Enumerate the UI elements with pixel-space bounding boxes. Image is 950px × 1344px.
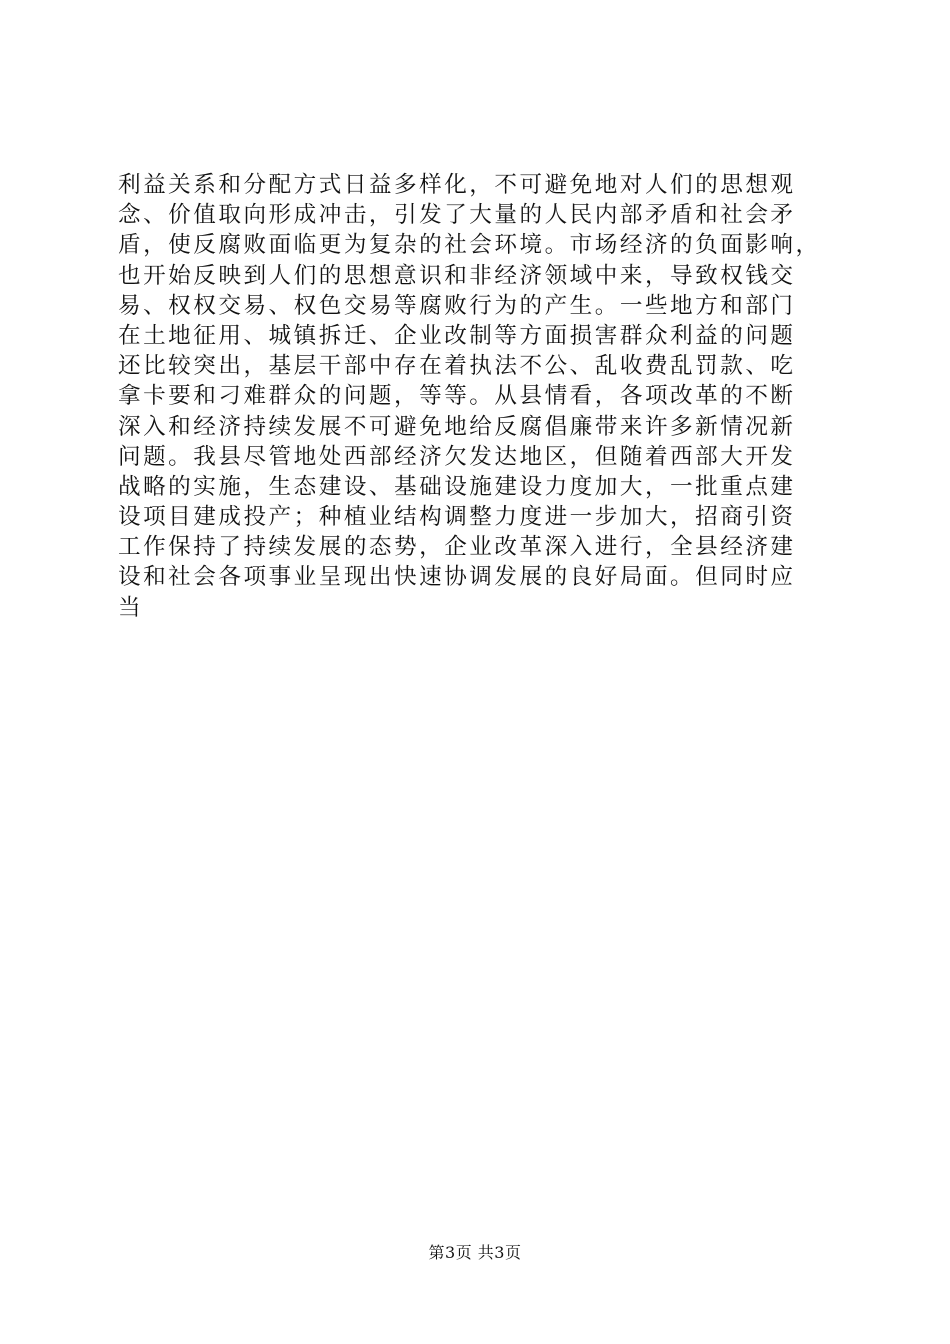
paragraph-line: 问题。我县尽管地处西部经济欠发达地区，但随着西部大开发 (118, 443, 796, 470)
paragraph-line: 深入和经济持续发展不可避免地给反腐倡廉带来许多新情况新 (118, 413, 796, 440)
body-paragraph (118, 170, 838, 623)
paragraph-line: 也开始反映到人们的思想意识和非经济领域中来，导致权钱交 (118, 262, 796, 289)
paragraph-line: 盾，使反腐败面临更为复杂的社会环境。市场经济的负面影响， (118, 232, 821, 259)
paragraph-line: 工作保持了持续发展的态势，企业改革深入进行，全县经济建 (118, 534, 796, 561)
page-footer (0, 1243, 950, 1263)
paragraph-line: 念、价值取向形成冲击，引发了大量的人民内部矛盾和社会矛 (118, 202, 796, 229)
paragraph-line: 在土地征用、城镇拆迁、企业改制等方面损害群众利益的问题 (118, 322, 796, 349)
paragraph-line: 战略的实施，生态建设、基础设施建设力度加大，一批重点建 (118, 473, 796, 500)
paragraph-line: 易、权权交易、权色交易等腐败行为的产生。一些地方和部门 (118, 292, 796, 319)
paragraph-line: 设项目建成投产；种植业结构调整力度进一步加大，招商引资 (118, 504, 796, 531)
paragraph-line: 拿卡要和刁难群众的问题，等等。从县情看，各项改革的不断 (118, 383, 796, 410)
page-number-label: 第3页 共3页 (428, 1243, 522, 1262)
paragraph-line: 利益关系和分配方式日益多样化，不可避免地对人们的思想观 (118, 172, 796, 198)
paragraph-line: 还比较突出，基层干部中存在着执法不公、乱收费乱罚款、吃 (118, 353, 796, 380)
paragraph-line: 当 (118, 594, 144, 621)
paragraph-line: 设和社会各项事业呈现出快速协调发展的良好局面。但同时应 (118, 564, 796, 591)
